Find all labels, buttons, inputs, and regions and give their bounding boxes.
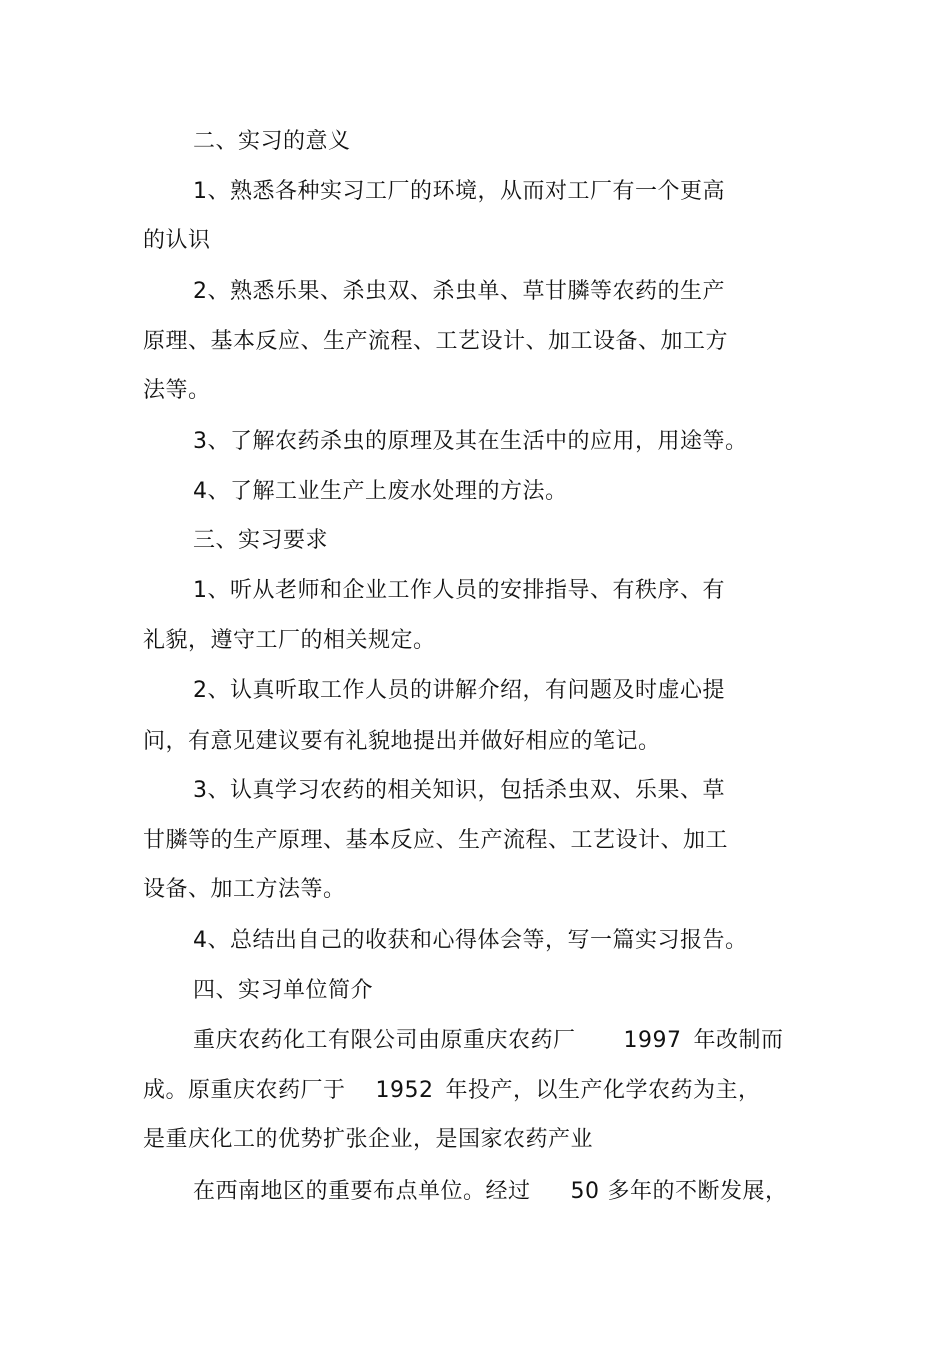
years-50: 50 [570, 1179, 600, 1204]
heading-requirements: 三、实习要求 [193, 528, 329, 553]
year-1952: 1952 [375, 1078, 434, 1103]
year-1997: 1997 [623, 1028, 682, 1053]
paragraph-line: 3、了解农药杀虫的原理及其在生活中的应用，用途等。 [193, 429, 748, 454]
paragraph-line: 设备、加工方法等。 [143, 877, 346, 902]
text-segment: 成。原重庆农药厂于 [143, 1078, 346, 1103]
paragraph-line: 2、熟悉乐果、杀虫双、杀虫单、草甘膦等农药的生产 [193, 279, 725, 304]
paragraph-line: 1、熟悉各种实习工厂的环境，从而对工厂有一个更高 [193, 179, 725, 204]
paragraph-line: 问，有意见建议要有礼貌地提出并做好相应的笔记。 [143, 729, 661, 754]
paragraph-line: 4、总结出自己的收获和心得体会等，写一篇实习报告。 [193, 928, 748, 953]
company-paragraph-line [143, 1076, 761, 1106]
paragraph-line: 1、听从老师和企业工作人员的安排指导、有秩序、有 [193, 578, 725, 603]
text-segment: 在西南地区的重要布点单位。经过 [193, 1179, 531, 1204]
paragraph-line: 2、认真听取工作人员的讲解介绍，有问题及时虚心提 [193, 678, 725, 703]
paragraph-line: 3、认真学习农药的相关知识，包括杀虫双、乐果、草 [193, 778, 725, 803]
paragraph-line: 4、了解工业生产上废水处理的方法。 [193, 479, 568, 504]
paragraph-line: 甘膦等的生产原理、基本反应、生产流程、工艺设计、加工 [143, 828, 729, 853]
company-paragraph-line [193, 1026, 784, 1056]
paragraph-line: 的认识 [143, 228, 211, 253]
company-paragraph-line [193, 1177, 788, 1207]
text-segment: 重庆农药化工有限公司由原重庆农药厂 [193, 1028, 576, 1053]
paragraph-line: 礼貌，遵守工厂的相关规定。 [143, 628, 436, 653]
text-segment: 年改制而 [693, 1028, 784, 1053]
text-segment: 多年的不断发展， [607, 1179, 788, 1204]
heading-company-intro: 四、实习单位简介 [193, 978, 374, 1003]
paragraph-line: 原理、基本反应、生产流程、工艺设计、加工设备、加工方 [143, 329, 729, 354]
text-segment: 年投产，以生产化学农药为主， [445, 1078, 761, 1103]
heading-significance: 二、实习的意义 [193, 129, 351, 154]
company-paragraph-line: 是重庆化工的优势扩张企业，是国家农药产业 [143, 1127, 594, 1152]
paragraph-line: 法等。 [143, 378, 211, 403]
